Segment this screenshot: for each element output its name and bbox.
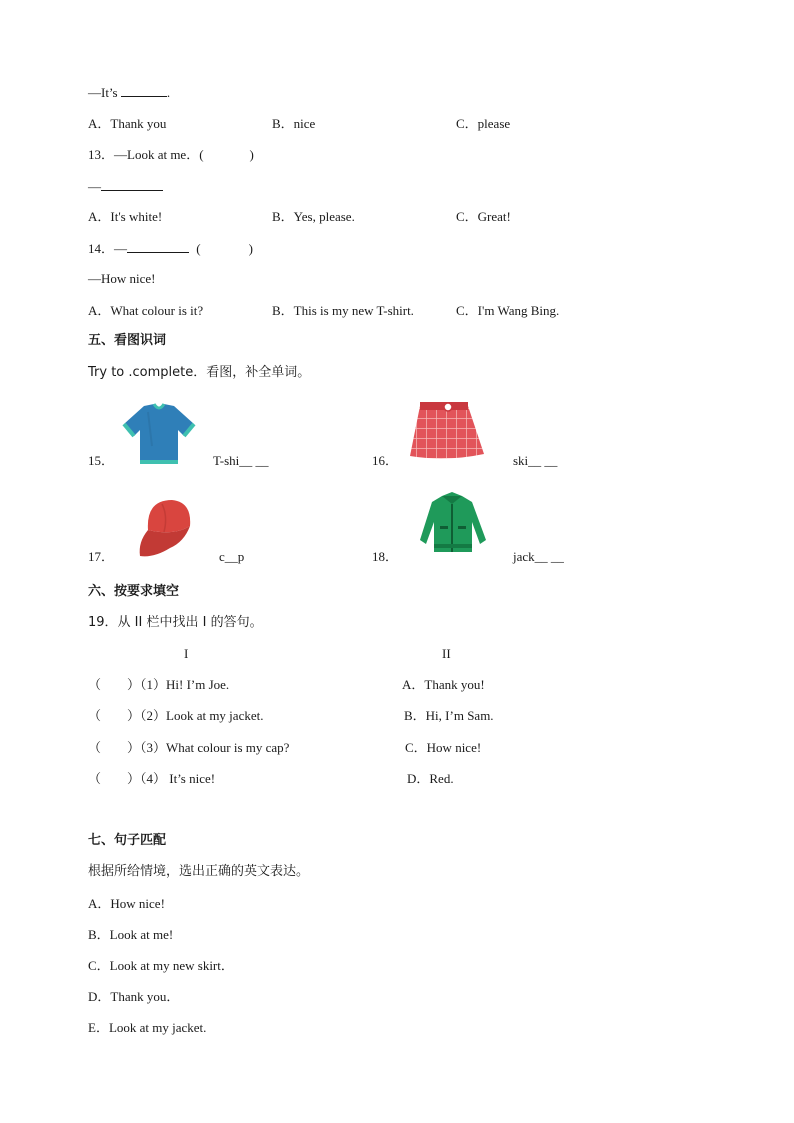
item16-word[interactable]: ski__ __ bbox=[513, 453, 558, 468]
match-row-4-right: D．Red. bbox=[407, 771, 454, 786]
q14-stem-close: ) bbox=[248, 241, 253, 256]
q14-reply: —How nice! bbox=[88, 271, 156, 286]
q12-option-b[interactable]: B．nice bbox=[272, 116, 316, 131]
section7-option-b[interactable]: B．Look at me! bbox=[88, 927, 174, 942]
section5-instruction: Try to .complete．看图，补全单词。 bbox=[88, 365, 311, 380]
q13-reply-line bbox=[88, 178, 163, 195]
q13-option-c[interactable]: C．Great! bbox=[456, 209, 511, 224]
q12-answer-suffix: . bbox=[166, 85, 171, 100]
match-row-3-right: C．How nice! bbox=[405, 740, 482, 755]
item17-word[interactable]: c__p bbox=[219, 549, 245, 564]
q12-answer-line bbox=[88, 84, 170, 101]
item16-number: 16． bbox=[372, 453, 399, 468]
section7-heading: 七、句子匹配 bbox=[88, 833, 167, 848]
item17-number: 17． bbox=[88, 549, 115, 564]
section7-option-c[interactable]: C．Look at my new skirt． bbox=[88, 958, 234, 973]
q14-option-b[interactable]: B．This is my new T-shirt. bbox=[272, 303, 414, 318]
item15-number: 15． bbox=[88, 453, 115, 468]
q14-blank[interactable] bbox=[127, 240, 189, 253]
q13-option-a[interactable]: A．It's white! bbox=[88, 209, 163, 224]
q13-option-b[interactable]: B．Yes, please. bbox=[272, 209, 355, 224]
match-row-1-left[interactable]: （ ）（1）Hi! I’m Joe. bbox=[88, 677, 230, 692]
section7-option-d[interactable]: D．Thank you． bbox=[88, 989, 180, 1004]
q12-option-c[interactable]: C．please bbox=[456, 116, 511, 131]
match-row-2-left[interactable]: （ ）（2）Look at my jacket. bbox=[88, 708, 264, 723]
q12-option-a[interactable]: A．Thank you bbox=[88, 116, 167, 131]
q12-blank[interactable] bbox=[121, 84, 167, 97]
q13-stem bbox=[88, 147, 254, 163]
q13-blank[interactable] bbox=[101, 178, 163, 191]
item18-word[interactable]: jack__ __ bbox=[513, 549, 564, 564]
jacket-icon bbox=[414, 490, 494, 560]
section7-option-e[interactable]: E．Look at my jacket. bbox=[88, 1020, 207, 1035]
match-row-1-right: A．Thank you! bbox=[402, 677, 485, 692]
item18-number: 18． bbox=[372, 549, 399, 564]
section6-heading: 六、按要求填空 bbox=[88, 584, 180, 599]
section7-instruction: 根据所给情境，选出正确的英文表达。 bbox=[88, 864, 310, 879]
q13-stem-text: 13．—Look at me．( bbox=[88, 147, 204, 162]
cap-icon bbox=[134, 496, 196, 564]
tshirt-icon bbox=[122, 402, 196, 468]
section5-heading: 五、看图识词 bbox=[88, 333, 167, 348]
match-row-2-right: B．Hi, I’m Sam. bbox=[404, 708, 494, 723]
q14-option-c[interactable]: C．I'm Wang Bing. bbox=[456, 303, 560, 318]
q13-stem-close: ) bbox=[249, 147, 254, 162]
match-row-3-left[interactable]: （ ）（3）What colour is my cap? bbox=[88, 740, 290, 755]
match-row-4-left[interactable]: （ ）（4） It’s nice! bbox=[88, 771, 216, 786]
q12-answer-prefix: —It’s bbox=[88, 85, 118, 100]
column-ii-header: II bbox=[442, 646, 451, 661]
q14-stem-prefix: 14．— bbox=[88, 241, 128, 256]
skirt-icon bbox=[406, 398, 488, 464]
q14-stem-paren: ( bbox=[196, 241, 201, 256]
column-i-header: I bbox=[184, 646, 189, 661]
item15-word[interactable]: T-shi__ __ bbox=[213, 453, 269, 468]
q14-option-a[interactable]: A．What colour is it? bbox=[88, 303, 204, 318]
q14-stem bbox=[88, 240, 253, 257]
section7-option-a[interactable]: A．How nice! bbox=[88, 896, 165, 911]
q13-reply-prefix: — bbox=[88, 179, 101, 194]
q19-stem: 19．从 II 栏中找出 I 的答句。 bbox=[88, 615, 263, 630]
